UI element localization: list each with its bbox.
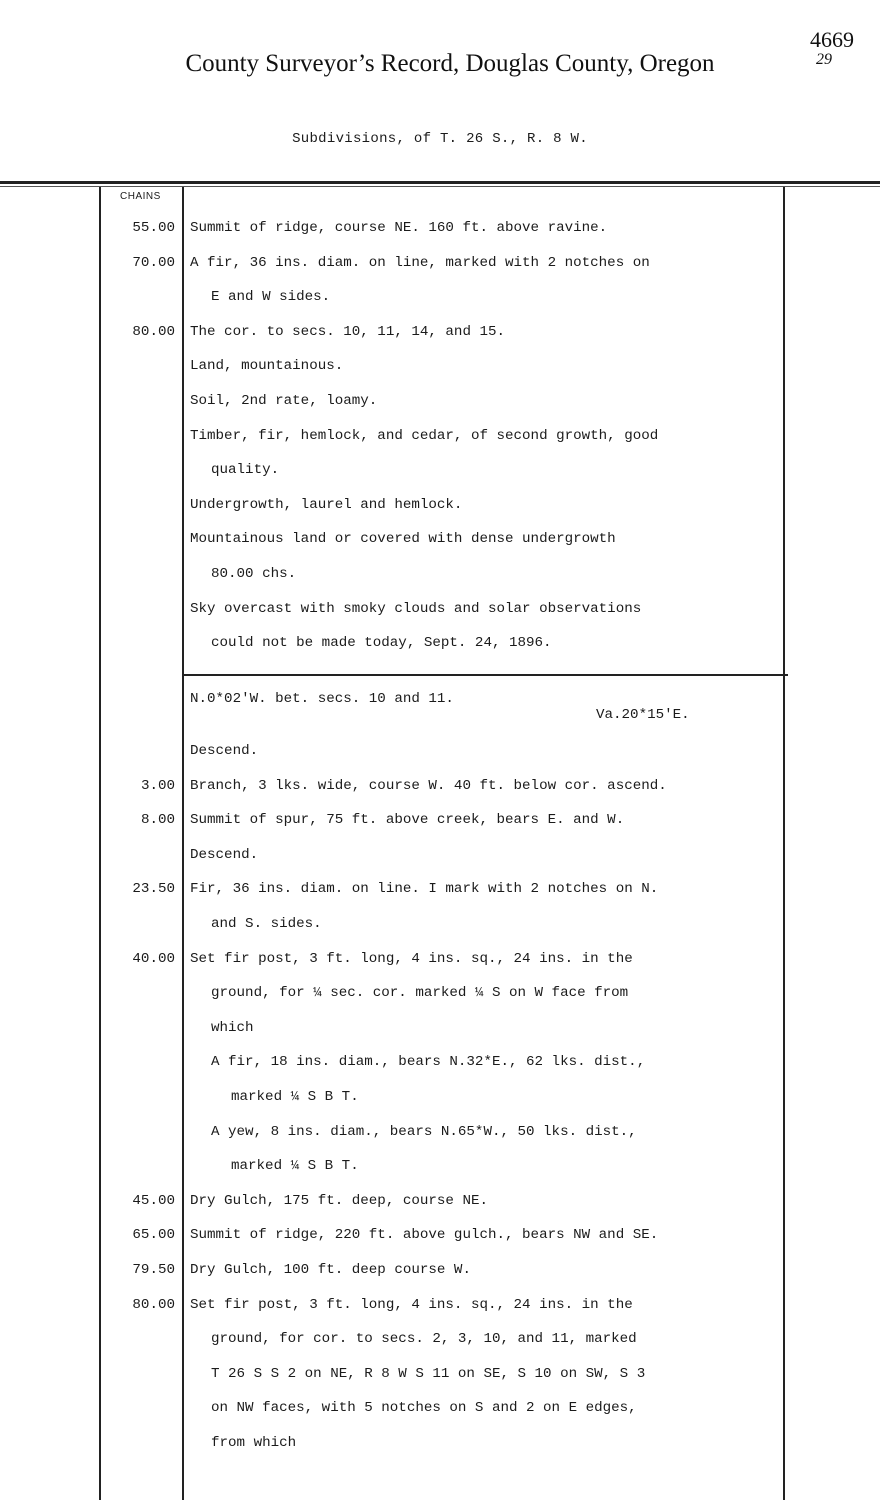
chain-distance: 65.00	[132, 1227, 175, 1244]
record-row	[0, 1259, 880, 1281]
record-row	[0, 878, 880, 900]
chain-distance: 23.50	[132, 881, 175, 898]
page-title: County Surveyor’s Record, Douglas County, Oregon	[185, 50, 715, 77]
record-row	[0, 1190, 880, 1212]
record-row	[0, 390, 880, 412]
record-row	[0, 1432, 880, 1454]
record-row	[0, 528, 880, 550]
record-text: Timber, fir, hemlock, and cedar, of second growth, good	[190, 427, 659, 444]
record-row	[0, 913, 880, 935]
record-text: The cor. to secs. 10, 11, 14, and 15.	[190, 323, 506, 340]
record-text: A fir, 36 ins. diam. on line, marked with 2 notches on	[190, 254, 650, 271]
record-row	[0, 1328, 880, 1350]
record-row	[0, 459, 880, 481]
page-number	[810, 27, 854, 70]
course-heading: N.0*02'W. bet. secs. 10 and 11.	[190, 691, 454, 707]
record-row	[0, 286, 880, 308]
record-text: quality.	[211, 462, 280, 479]
record-text: Undergrowth, laurel and hemlock.	[190, 496, 463, 513]
top-rule	[0, 181, 880, 184]
chain-distance: 79.50	[132, 1262, 175, 1278]
magnetic-variation: Va.20*15'E.	[596, 707, 690, 723]
record-row	[0, 740, 880, 762]
record-text: Dry Gulch, 100 ft. deep course W.	[190, 1262, 471, 1278]
record-text: T 26 S S 2 on NE, R 8 W S 11 on SE, S 10 on SW, S 3	[211, 1365, 646, 1382]
record-text: 80.00 chs.	[211, 566, 297, 582]
record-text: A fir, 18 ins. diam., bears N.32*E., 62 lks. dist.,	[211, 1054, 646, 1071]
record-text: Descend.	[190, 846, 259, 863]
record-text: from which	[211, 1435, 297, 1451]
record-row	[0, 1397, 880, 1419]
chain-distance: 45.00	[132, 1192, 175, 1209]
page-number-printed: 4669	[810, 27, 854, 52]
record-text: Dry Gulch, 175 ft. deep, course NE.	[190, 1192, 488, 1209]
record-row	[0, 425, 880, 447]
record-row	[0, 1086, 880, 1108]
record-text: Soil, 2nd rate, loamy.	[190, 393, 378, 409]
record-text: could not be made today, Sept. 24, 1896.	[211, 635, 552, 652]
record-row	[0, 1121, 880, 1143]
record-text: marked ¼ S B T.	[231, 1089, 359, 1105]
record-row	[0, 252, 880, 274]
section-subtitle: Subdivisions, of T. 26 S., R. 8 W.	[292, 131, 588, 147]
record-text: on NW faces, with 5 notches on S and 2 on E edges,	[211, 1400, 637, 1417]
chain-distance: 80.00	[132, 1296, 175, 1313]
record-row	[0, 1363, 880, 1385]
chain-distance: 40.00	[132, 950, 175, 967]
record-text: and S. sides.	[211, 916, 322, 932]
record-row	[0, 809, 880, 831]
record-text: ground, for cor. to secs. 2, 3, 10, and 11, marked	[211, 1331, 637, 1348]
record-text: Set fir post, 3 ft. long, 4 ins. sq., 24 ins. in the	[190, 1296, 633, 1313]
record-row	[0, 982, 880, 1004]
record-row	[0, 844, 880, 866]
record-row	[0, 1224, 880, 1246]
record-row	[0, 1294, 880, 1316]
course-heading-row	[0, 688, 880, 710]
record-text: Summit of spur, 75 ft. above creek, bears E. and W.	[190, 812, 625, 829]
record-row	[0, 355, 880, 377]
record-text: A yew, 8 ins. diam., bears N.65*W., 50 lks. dist.,	[211, 1123, 637, 1140]
chain-distance: 70.00	[132, 254, 175, 271]
record-row	[0, 948, 880, 970]
record-row	[0, 563, 880, 585]
record-text: E and W sides.	[211, 289, 331, 306]
record-row	[0, 598, 880, 620]
section-divider	[182, 674, 788, 676]
record-row	[0, 775, 880, 797]
record-text: which	[211, 1019, 254, 1036]
record-row	[0, 1017, 880, 1039]
record-row	[0, 494, 880, 516]
record-text: Branch, 3 lks. wide, course W. 40 ft. below cor. ascend.	[190, 777, 667, 794]
chains-column-header: CHAINS	[120, 191, 161, 202]
record-text: Land, mountainous.	[190, 358, 344, 375]
record-text: Summit of ridge, course NE. 160 ft. above ravine.	[190, 220, 608, 236]
chain-distance: 55.00	[132, 220, 175, 236]
chain-distance: 8.00	[140, 812, 175, 829]
record-text: Descend.	[190, 743, 259, 759]
chain-distance: 3.00	[140, 777, 175, 794]
record-text: Mountainous land or covered with dense undergrowth	[190, 531, 616, 548]
record-row	[0, 217, 880, 239]
record-text: marked ¼ S B T.	[231, 1158, 359, 1175]
record-row	[0, 1051, 880, 1073]
record-text: Sky overcast with smoky clouds and solar observations	[190, 600, 642, 617]
record-row	[0, 1155, 880, 1177]
record-text: ground, for ¼ sec. cor. marked ¼ S on W face from	[211, 985, 629, 1002]
record-text: Fir, 36 ins. diam. on line. I mark with 2 notches on N.	[190, 881, 659, 898]
chain-distance: 80.00	[132, 323, 175, 340]
record-row	[0, 632, 880, 654]
page-number-handwritten: 29	[816, 51, 832, 68]
record-row	[0, 321, 880, 343]
top-rule-thin	[0, 186, 880, 187]
record-text: Set fir post, 3 ft. long, 4 ins. sq., 24 ins. in the	[190, 950, 633, 967]
record-text: Summit of ridge, 220 ft. above gulch., bears NW and SE.	[190, 1227, 659, 1244]
